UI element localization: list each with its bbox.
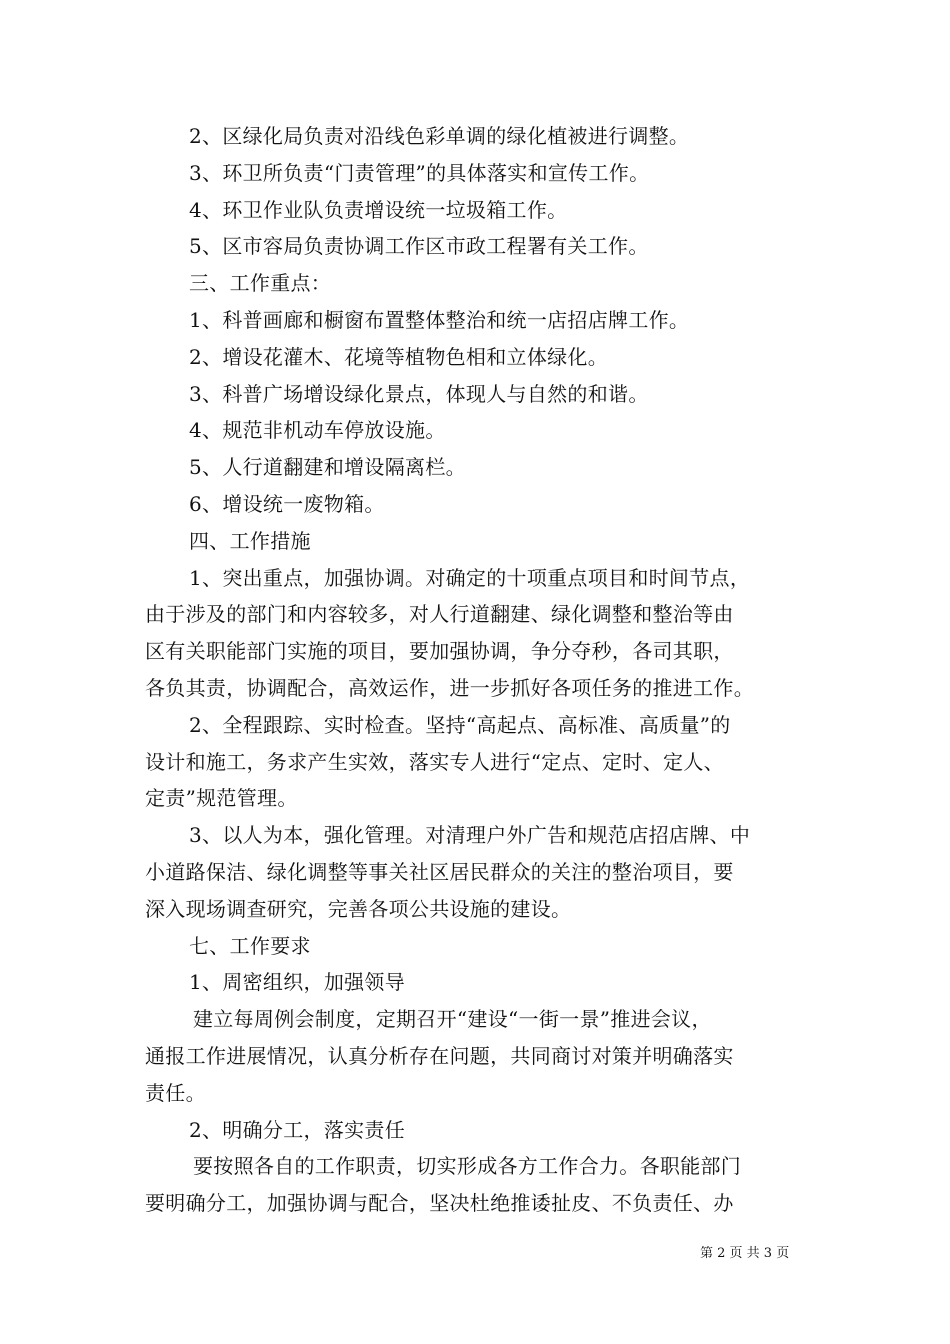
paragraph-line: 2、全程跟踪、实时检查。坚持“高起点、高标准、高质量”的 bbox=[189, 712, 731, 737]
paragraph-line: 设计和施工，务求产生实效，落实专人进行“定点、定时、定人、 bbox=[145, 749, 724, 774]
paragraph-line: 1、突出重点，加强协调。对确定的十项重点项目和时间节点， bbox=[189, 565, 751, 590]
paragraph-line: 3、环卫所负责“门责管理”的具体落实和宣传工作。 bbox=[189, 160, 650, 185]
paragraph-line: 建立每周例会制度，定期召开“建设“一街一景”推进会议， bbox=[193, 1007, 712, 1032]
paragraph-line: 4、规范非机动车停放设施。 bbox=[189, 418, 446, 443]
paragraph-line: 3、以人为本，强化管理。对清理户外广告和规范店招店牌、中 bbox=[189, 823, 751, 848]
paragraph-line: 6、增设统一废物箱。 bbox=[189, 491, 385, 516]
section-heading: 七、工作要求 bbox=[189, 933, 311, 958]
page-number-footer: 第 2 页 共 3 页 bbox=[700, 1246, 790, 1261]
paragraph-line: 深入现场调查研究，完善各项公共设施的建设。 bbox=[145, 896, 572, 921]
section-heading: 四、工作措施 bbox=[189, 528, 311, 553]
paragraph-line: 5、人行道翻建和增设隔离栏。 bbox=[189, 455, 466, 480]
paragraph-line: 要明确分工，加强协调与配合，坚决杜绝推诿扯皮、不负责任、办 bbox=[145, 1191, 734, 1216]
paragraph-line: 2、区绿化局负责对沿线色彩单调的绿化植被进行调整。 bbox=[189, 124, 690, 148]
paragraph-line: 3、科普广场增设绿化景点，体现人与自然的和谐。 bbox=[189, 381, 649, 406]
paragraph-line: 要按照各自的工作职责，切实形成各方工作合力。各职能部门 bbox=[193, 1154, 742, 1179]
paragraph-line: 通报工作进展情况，认真分析存在问题，共同商讨对策并明确落实 bbox=[145, 1043, 734, 1068]
paragraph-line: 各负其责，协调配合，高效运作，进一步抓好各项任务的推进工作。 bbox=[145, 675, 754, 700]
paragraph-line: 小道路保洁、绿化调整等事关社区居民群众的关注的整治项目，要 bbox=[145, 859, 734, 884]
document-body bbox=[145, 118, 810, 1222]
paragraph-line: 5、区市容局负责协调工作区市政工程署有关工作。 bbox=[189, 234, 649, 259]
paragraph-line: 定责”规范管理。 bbox=[145, 786, 298, 811]
paragraph-line: 4、环卫作业队负责增设统一垃圾箱工作。 bbox=[189, 197, 568, 222]
paragraph-line: 责任。 bbox=[145, 1080, 206, 1105]
paragraph-line: 1、科普画廊和橱窗布置整体整治和统一店招店牌工作。 bbox=[189, 307, 690, 332]
paragraph-line: 2、增设花灌木、花境等植物色相和立体绿化。 bbox=[189, 344, 609, 369]
section-heading: 三、工作重点： bbox=[189, 271, 332, 296]
subsection-heading: 1、周密组织，加强领导 bbox=[189, 970, 406, 995]
paragraph-line: 区有关职能部门实施的项目，要加强协调，争分夺秒，各司其职， bbox=[145, 639, 734, 664]
subsection-heading: 2、明确分工，落实责任 bbox=[189, 1117, 406, 1142]
paragraph-line: 由于涉及的部门和内容较多，对人行道翻建、绿化调整和整治等由 bbox=[145, 602, 734, 627]
